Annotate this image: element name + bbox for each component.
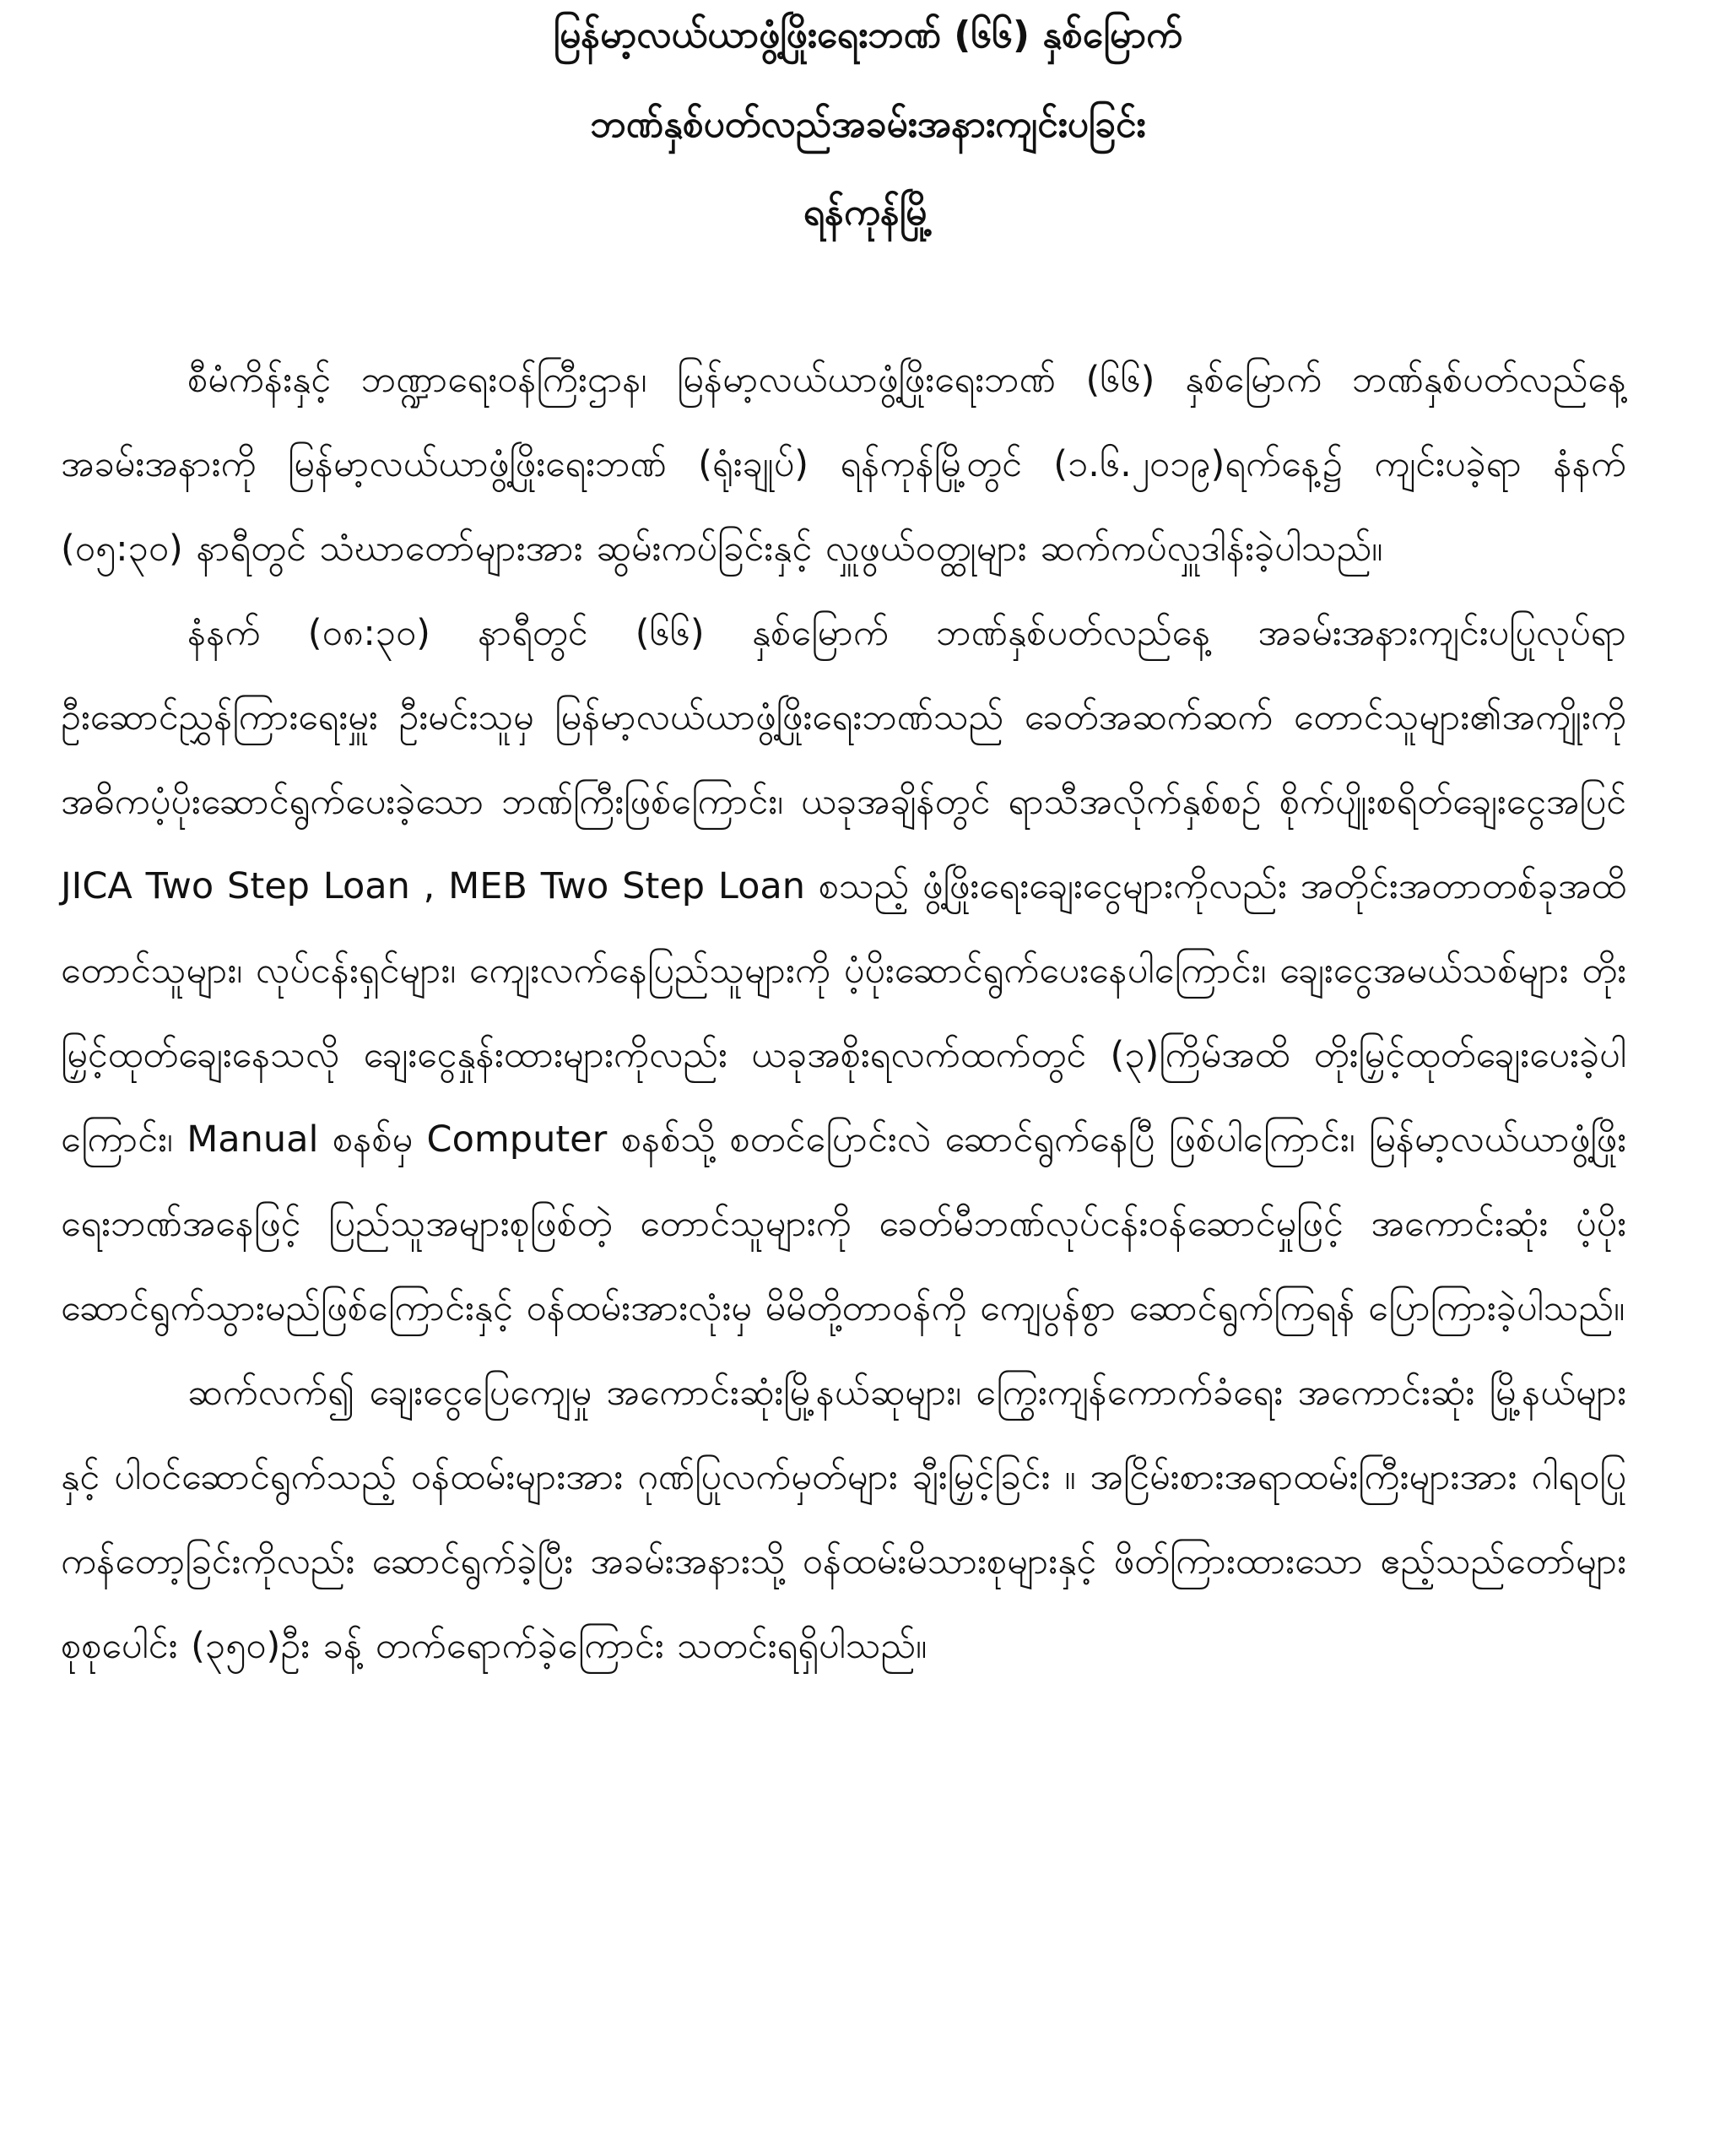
paragraph-1: စီမံကိန်းနှင့် ဘဏ္ဍာရေးဝန်ကြီးဌာန၊ မြန်မာ့လယ်ယာဖွံ့ဖြိုးရေးဘဏ် (၆၆) နှစ်မြောက် ဘဏ်နှစ်ပတ်လည်နေ့ အခမ်းအနားကို မြန်မာ့လယ်ယာဖွံ့ဖြိုးရေးဘဏ် (ရုံးချုပ်) ရန်ကုန်မြို့တွင် (၁.၆.၂၀၁၉)ရက်နေ့၌ ကျင်းပခဲ့ရာ နံနက် (၀၅:၃၀) နာရီတွင် သံဃာတော်များအား ဆွမ်းကပ်ခြင်းနှင့် လှူဖွယ်ဝတ္ထုများ ဆက်ကပ်လှူဒါန်းခဲ့ပါသည်။	[61, 359, 1626, 570]
document-body	[61, 338, 1626, 1688]
document-title-line-1: မြန်မာ့လယ်ယာဖွံ့ဖြိုးရေးဘဏ် (၆၆) နှစ်မြောက်	[553, 14, 1183, 57]
paragraph-2: နံနက် (၀၈:၃၀) နာရီတွင် (၆၆) နှစ်မြောက် ဘဏ်နှစ်ပတ်လည်နေ့ အခမ်းအနားကျင်းပပြုလုပ်ရာ ဦးဆောင်ညွှန်ကြားရေးမှူး ဦးမင်းသူမှ မြန်မာ့လယ်ယာဖွံ့ဖြိုးရေးဘဏ်သည် ခေတ်အဆက်ဆက် တောင်သူများ၏အကျိုးကို အဓိကပံ့ပိုးဆောင်ရွက်ပေးခဲ့သော ဘဏ်ကြီးဖြစ်ကြောင်း၊ ယခုအချိန်တွင် ရာသီအလိုက်နှစ်စဉ် စိုက်ပျိုးစရိတ်ချေးငွေအပြင် JICA Two Step Loan , MEB Two Step Loan စသည့် ဖွံ့ဖြိုးရေးချေးငွေများကိုလည်း အတိုင်းအတာတစ်ခုအထိ တောင်သူများ၊ လုပ်ငန်းရှင်များ၊ ကျေးလက်နေပြည်သူများကို ပံ့ပိုးဆောင်ရွက်ပေးနေပါကြောင်း၊ ချေးငွေအမယ်သစ်များ တိုးမြှင့်ထုတ်ချေးနေသလို ချေးငွေနှုန်းထားများကိုလည်း ယခုအစိုးရလက်ထက်တွင် (၃)ကြိမ်အထိ တိုးမြှင့်ထုတ်ချေးပေးခဲ့ပါကြောင်း၊ Manual စနစ်မှ Computer စနစ်သို့ စတင်ပြောင်းလဲ ဆောင်ရွက်နေပြီ ဖြစ်ပါကြောင်း၊ မြန်မာ့လယ်ယာဖွံ့ဖြိုးရေးဘဏ်အနေဖြင့် ပြည်သူအများစုဖြစ်တဲ့ တောင်သူများကို ခေတ်မီဘဏ်လုပ်ငန်းဝန်ဆောင်မှုဖြင့် အကောင်းဆုံး ပံ့ပိုးဆောင်ရွက်သွားမည်ဖြစ်ကြောင်းနှင့် ဝန်ထမ်းအားလုံးမှ မိမိတို့တာဝန်ကို ကျေပွန်စွာ ဆောင်ရွက်ကြရန် ပြောကြားခဲ့ပါသည်။	[61, 612, 1626, 1329]
document-location: ရန်ကုန်မြို့	[803, 191, 933, 234]
document-title-line-2: ဘဏ်နှစ်ပတ်လည်အခမ်းအနားကျင်းပခြင်း	[590, 103, 1146, 146]
paragraph-3: ဆက်လက်၍ ချေးငွေပြေကျေမှု အကောင်းဆုံးမြို့နယ်ဆုများ၊ ကြွေးကျန်ကောက်ခံရေး အကောင်းဆုံး မြို့နယ်များနှင့် ပါဝင်ဆောင်ရွက်သည့် ဝန်ထမ်းများအား ဂုဏ်ပြုလက်မှတ်များ ချီးမြှင့်ခြင်း ။ အငြိမ်းစားအရာထမ်းကြီးများအား ဂါရဝပြု ကန်တော့ခြင်းကိုလည်း ဆောင်ရွက်ခဲ့ပြီး အခမ်းအနားသို့ ဝန်ထမ်းမိသားစုများနှင့် ဖိတ်ကြားထားသော ဧည့်သည်တော်များ စုစုပေါင်း (၃၅၀)ဦး ခန့် တက်ရောက်ခဲ့ကြောင်း သတင်းရရှိပါသည်။	[61, 1372, 1626, 1667]
